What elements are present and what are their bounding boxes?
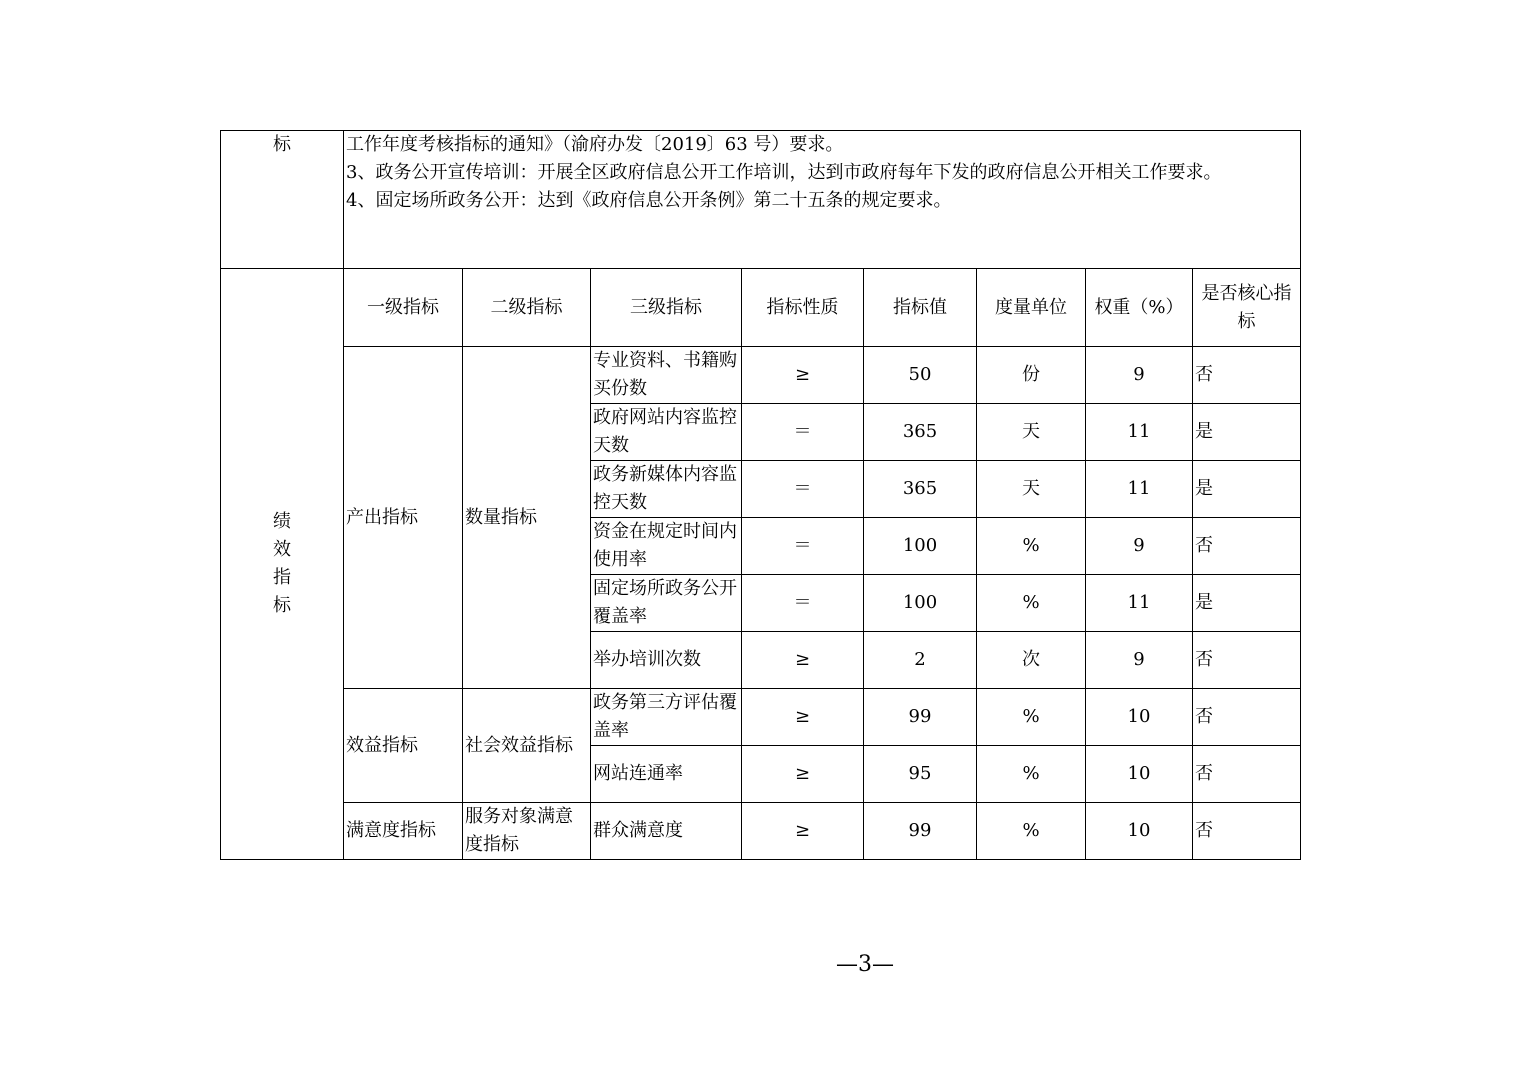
objective-text bbox=[344, 131, 1301, 269]
nature-cell: ≥ bbox=[742, 689, 864, 746]
value-cell: 100 bbox=[864, 575, 977, 632]
value-cell: 50 bbox=[864, 347, 977, 404]
value-cell: 99 bbox=[864, 689, 977, 746]
level3-cell: 政府网站内容监控天数 bbox=[591, 404, 742, 461]
objective-line: 4、固定场所政务公开：达到《政府信息公开条例》第二十五条的规定要求。 bbox=[346, 190, 952, 211]
value-cell: 365 bbox=[864, 461, 977, 518]
nature-cell: ＝ bbox=[742, 404, 864, 461]
weight-cell: 10 bbox=[1086, 803, 1193, 860]
level3-cell: 网站连通率 bbox=[591, 746, 742, 803]
core-cell: 是 bbox=[1193, 404, 1301, 461]
objective-line: 工作年度考核指标的通知》（渝府办发〔2019〕63 号）要求。 bbox=[346, 134, 844, 155]
unit-cell: 天 bbox=[977, 404, 1086, 461]
weight-cell: 10 bbox=[1086, 689, 1193, 746]
nature-cell: ≥ bbox=[742, 347, 864, 404]
header-row bbox=[221, 269, 1301, 347]
value-cell: 99 bbox=[864, 803, 977, 860]
weight-cell: 9 bbox=[1086, 347, 1193, 404]
nature-cell: ≥ bbox=[742, 803, 864, 860]
weight-cell: 11 bbox=[1086, 575, 1193, 632]
nature-cell: ＝ bbox=[742, 518, 864, 575]
core-cell: 是 bbox=[1193, 575, 1301, 632]
nature-cell: ＝ bbox=[742, 575, 864, 632]
nature-cell: ＝ bbox=[742, 461, 864, 518]
level1-cell: 效益指标 bbox=[344, 689, 463, 803]
unit-cell: % bbox=[977, 746, 1086, 803]
header-core: 是否核心指标 bbox=[1193, 269, 1301, 347]
level3-cell: 政务新媒体内容监控天数 bbox=[591, 461, 742, 518]
header-unit: 度量单位 bbox=[977, 269, 1086, 347]
objective-label: 标 bbox=[221, 131, 344, 269]
unit-cell: % bbox=[977, 518, 1086, 575]
unit-cell: % bbox=[977, 803, 1086, 860]
level3-cell: 专业资料、书籍购买份数 bbox=[591, 347, 742, 404]
unit-cell: 天 bbox=[977, 461, 1086, 518]
level2-cell: 服务对象满意度指标 bbox=[463, 803, 591, 860]
table-row bbox=[221, 803, 1301, 860]
unit-cell: % bbox=[977, 689, 1086, 746]
core-cell: 否 bbox=[1193, 803, 1301, 860]
level3-cell: 固定场所政务公开覆盖率 bbox=[591, 575, 742, 632]
header-level1: 一级指标 bbox=[344, 269, 463, 347]
header-nature: 指标性质 bbox=[742, 269, 864, 347]
header-value: 指标值 bbox=[864, 269, 977, 347]
objective-line: 3、政务公开宣传培训：开展全区政府信息公开工作培训，达到市政府每年下发的政府信息公开相关工作要求。 bbox=[346, 162, 1222, 183]
performance-label: 绩 效 指 标 bbox=[221, 269, 344, 860]
unit-cell: % bbox=[977, 575, 1086, 632]
core-cell: 否 bbox=[1193, 689, 1301, 746]
nature-cell: ≥ bbox=[742, 632, 864, 689]
core-cell: 否 bbox=[1193, 746, 1301, 803]
level2-cell: 社会效益指标 bbox=[463, 689, 591, 803]
value-cell: 100 bbox=[864, 518, 977, 575]
header-level2: 二级指标 bbox=[463, 269, 591, 347]
level3-cell: 资金在规定时间内使用率 bbox=[591, 518, 742, 575]
core-cell: 是 bbox=[1193, 461, 1301, 518]
value-cell: 2 bbox=[864, 632, 977, 689]
table-row bbox=[221, 347, 1301, 404]
weight-cell: 9 bbox=[1086, 518, 1193, 575]
objective-row bbox=[221, 131, 1301, 269]
table-row bbox=[221, 689, 1301, 746]
weight-cell: 11 bbox=[1086, 404, 1193, 461]
core-cell: 否 bbox=[1193, 632, 1301, 689]
level2-cell: 数量指标 bbox=[463, 347, 591, 689]
unit-cell: 次 bbox=[977, 632, 1086, 689]
weight-cell: 10 bbox=[1086, 746, 1193, 803]
page-number: —3— bbox=[836, 952, 894, 977]
nature-cell: ≥ bbox=[742, 746, 864, 803]
level3-cell: 举办培训次数 bbox=[591, 632, 742, 689]
core-cell: 否 bbox=[1193, 518, 1301, 575]
value-cell: 365 bbox=[864, 404, 977, 461]
header-level3: 三级指标 bbox=[591, 269, 742, 347]
weight-cell: 9 bbox=[1086, 632, 1193, 689]
core-cell: 否 bbox=[1193, 347, 1301, 404]
level3-cell: 群众满意度 bbox=[591, 803, 742, 860]
performance-table bbox=[220, 130, 1301, 860]
weight-cell: 11 bbox=[1086, 461, 1193, 518]
level3-cell: 政务第三方评估覆盖率 bbox=[591, 689, 742, 746]
level1-cell: 产出指标 bbox=[344, 347, 463, 689]
value-cell: 95 bbox=[864, 746, 977, 803]
header-weight: 权重（%） bbox=[1086, 269, 1193, 347]
unit-cell: 份 bbox=[977, 347, 1086, 404]
level1-cell: 满意度指标 bbox=[344, 803, 463, 860]
